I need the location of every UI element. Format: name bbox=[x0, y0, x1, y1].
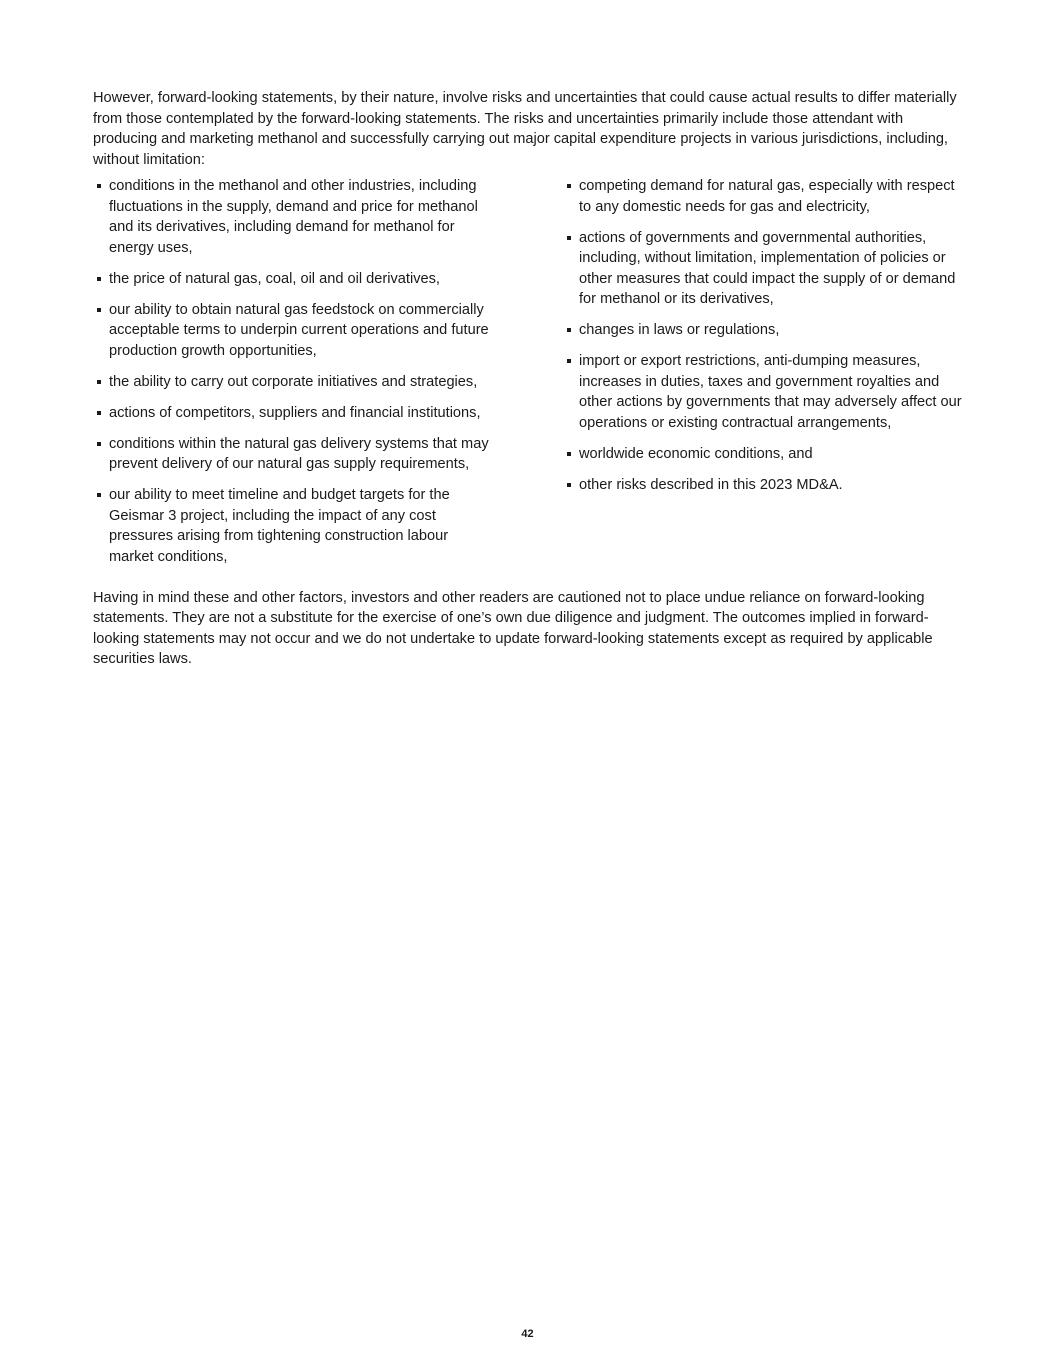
risk-list-left bbox=[93, 176, 495, 578]
risk-list-columns bbox=[93, 176, 965, 578]
list-item: worldwide economic conditions, and bbox=[563, 444, 965, 465]
list-item: changes in laws or regulations, bbox=[563, 320, 965, 341]
document-body bbox=[93, 88, 965, 670]
closing-paragraph: Having in mind these and other factors, investors and other readers are cautioned not to place undue reliance on forward-looking statements. They are not a substitute for the exercise of one’s own due diligence and judgment. The outcomes implied in forward-looking statements may not occur and we do not undertake to update forward-looking statements except as required by applicable securities laws. bbox=[93, 589, 933, 667]
list-item: actions of competitors, suppliers and financial institutions, bbox=[93, 403, 495, 424]
risk-list-right bbox=[563, 176, 965, 578]
list-item: import or export restrictions, anti-dumping measures, increases in duties, taxes and government royalties and other actions by governments that may adversely affect our operations or existing contractual arrangements, bbox=[563, 351, 965, 433]
list-item: our ability to meet timeline and budget targets for the Geismar 3 project, including the impact of any cost pressures arising from tightening construction labour market conditions, bbox=[93, 485, 495, 567]
list-item: conditions within the natural gas delivery systems that may prevent delivery of our natural gas supply requirements, bbox=[93, 434, 495, 475]
list-item: conditions in the methanol and other industries, including fluctuations in the supply, demand and price for methanol and its derivatives, including demand for methanol for energy uses, bbox=[93, 176, 495, 258]
list-item: the ability to carry out corporate initiatives and strategies, bbox=[93, 372, 495, 393]
list-item: actions of governments and governmental authorities, including, without limitation, implementation of policies or other measures that could impact the supply of or demand for methanol or its derivatives, bbox=[563, 228, 965, 310]
list-item: other risks described in this 2023 MD&A. bbox=[563, 475, 965, 496]
list-item: competing demand for natural gas, especially with respect to any domestic needs for gas and electricity, bbox=[563, 176, 965, 217]
list-item: our ability to obtain natural gas feedstock on commercially acceptable terms to underpin current operations and future production growth opportunities, bbox=[93, 300, 495, 362]
page-number: 42 bbox=[521, 1328, 534, 1340]
intro-paragraph: However, forward-looking statements, by their nature, involve risks and uncertainties that could cause actual results to differ materially from those contemplated by the forward-looking statements. The risks and uncertainties primarily include those attendant with producing and marketing methanol and successfully carrying out major capital expenditure projects in various jurisdictions, including, without limitation: bbox=[93, 90, 957, 168]
list-item: the price of natural gas, coal, oil and oil derivatives, bbox=[93, 269, 495, 290]
